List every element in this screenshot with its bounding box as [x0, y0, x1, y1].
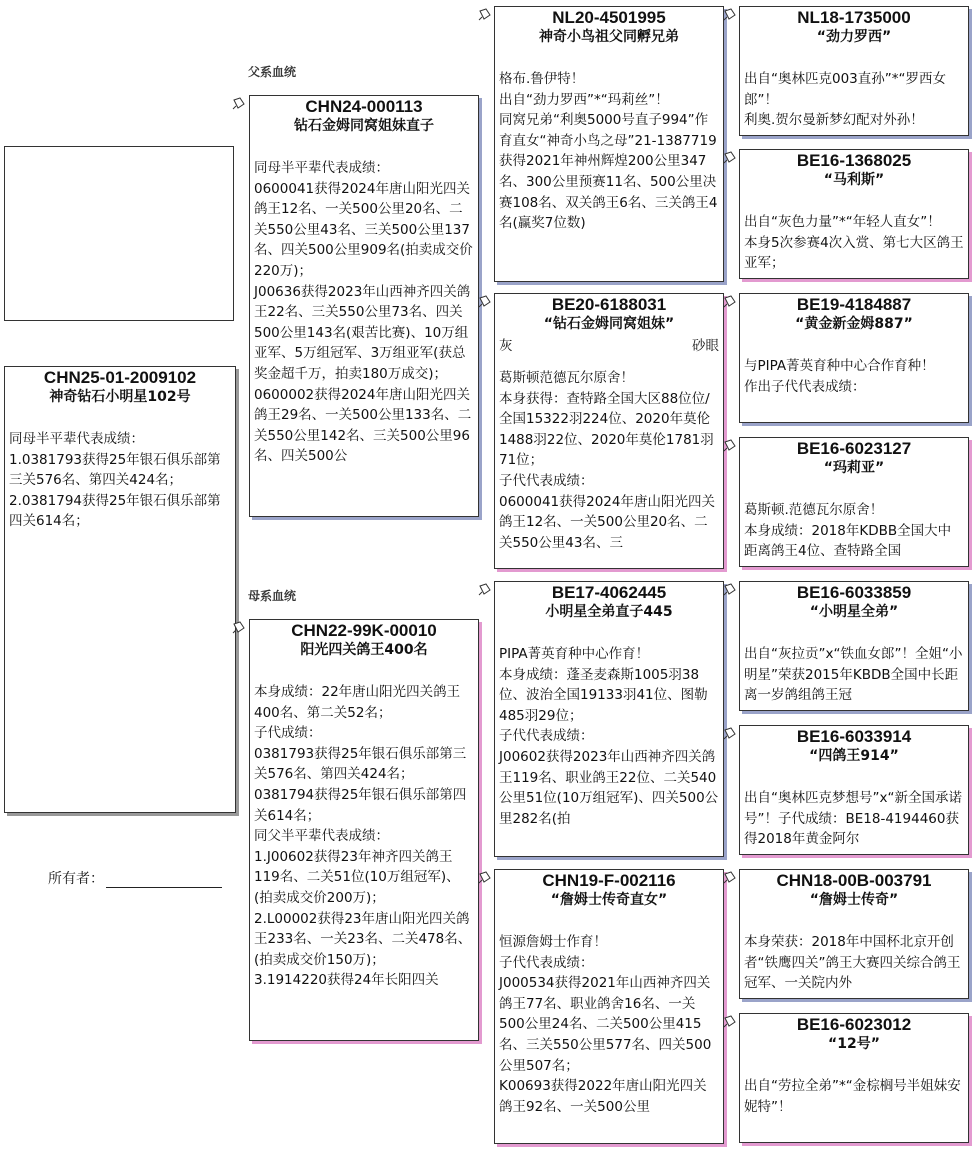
sds-name: “黄金新金姆887” [795, 316, 913, 332]
subject-name: 神奇钻石小明星102号 [49, 389, 191, 405]
pin-icon [723, 7, 737, 21]
sire-sire-dam-card [739, 149, 969, 279]
owner-field [48, 868, 222, 888]
pigeon-photo-frame [4, 146, 234, 321]
dam-sire-sire-card [739, 581, 969, 711]
dam-sire-description: PIPA菁英育种中心作育！ 本身成绩：蓬圣麦森斯1005羽38位、波治全国19133羽41位、图勒485羽29位； 子代代表成绩： J00602获得2023年山西神齐四关鸽王119名、职业鸽王22位、二关540公里51位(10万组冠军)、四关500公里282名(拍 [499, 646, 719, 827]
dds-name: “詹姆士传奇” [809, 892, 899, 908]
sire-line-label: 父系血统 [248, 65, 297, 79]
sss-name: “劲力罗西” [816, 29, 892, 45]
dam-dam-sire-card [739, 869, 969, 999]
sire-dam-color-row [495, 336, 723, 356]
dam-card [249, 619, 479, 1041]
sdd-description: 葛斯顿.范德瓦尔原舍！ 本身成绩：2018年KDBB全国大中距离鸽王4位、查特路全国 [744, 502, 952, 560]
pin-icon [723, 1014, 737, 1028]
ssd-name: “马利斯” [823, 172, 885, 188]
dsd-ring-number: BE16-6033914 [796, 727, 912, 746]
dam-description: 本身成绩：22年唐山阳光四关鸽王400名、第二关52名； 子代成绩： 0381793获得25年银石俱乐部第三关576名、第四关424名； 0381794获得25年银石俱乐部第四关614名； 同父半平辈代表成绩： 1.J00602获得23年神齐四关鸽王119名、二关51位(10万组冠军)、(拍卖成交价200万)； 2.L00002获得23年唐山阳光四关鸽王233名、一关23名、二关478名、(拍卖成交价150万)； 3.1914220获得24年长阳四关 [254, 684, 472, 989]
subject-pigeon-card [4, 366, 236, 813]
sire-description: 同母半平辈代表成绩： 0600041获得2024年唐山阳光四关鸽王12名、一关500公里20名、二关550公里43名、三关500公里137名、四关500公里909名(拍卖成交价220万)； J00636获得2023年山西神齐四关鸽王22名、三关550公里73名、四关500公里143名(艰苦比赛)、10万组亚军、5万组冠军、3万组亚军(获总奖金超千万，拍卖180万成交)； 0600002获得2024年唐山阳光四关鸽王29名、一关500公里133名、二关550公里142名、三关500公里96名、四关500公 [254, 160, 473, 465]
sire-card [249, 95, 479, 517]
pin-icon [478, 294, 492, 308]
pin-icon [232, 96, 246, 110]
sdd-name: “玛莉亚” [823, 460, 885, 476]
dds-description: 本身荣获：2018年中国杯北京开创者“铁鹰四关”鸽王大赛四关综合鸽王冠军、一关院内外 [744, 934, 961, 992]
dam-sire-ring-number: BE17-4062445 [551, 583, 667, 602]
dam-dam-dam-card [739, 1013, 969, 1143]
sds-ring-number: BE19-4184887 [796, 295, 912, 314]
dam-sire-name: 小明星全弟直子445 [545, 604, 673, 620]
sire-sire-description: 格布.鲁伊特！ 出自“劲力罗西”*“玛莉丝”！ 同窝兄弟“利奥5000号直子994”作育直女“神奇小鸟之母”21-1387719获得2021年神州辉煌200公里347名、300公里预赛11名、500公里决赛108名、双关鸽王6名、三关鸽王4名(赢奖7位数) [499, 71, 718, 232]
sire-sire-card [494, 6, 724, 282]
sire-dam-sire-card [739, 293, 969, 423]
pin-icon [723, 294, 737, 308]
owner-blank-line[interactable] [106, 873, 222, 888]
sire-sire-ring-number: NL20-4501995 [552, 8, 666, 27]
dsd-description: 出自“奥林匹克梦想号”x“新全国承诺号”！子代成绩：BE18-4194460获得2018年黄金阿尔 [744, 790, 962, 848]
sire-dam-description: 葛斯顿范德瓦尔原舍！ 本身获得：查特路全国大区88位位/全国15322羽224位、2020年莫伦1488羽22位、2020年莫伦1781羽71位； 子代代表成绩： 0600041获得2024年唐山阳光四关鸽王12名、一关500公里20名、二关550公里43名、三 [499, 370, 715, 551]
subject-ring-number: CHN25-01-2009102 [43, 368, 197, 387]
owner-label: 所有者： [48, 871, 104, 887]
plumage-color: 灰 [499, 338, 513, 354]
ddd-name: “12号” [828, 1036, 880, 1052]
dsd-name: “四鸽王914” [809, 748, 899, 764]
subject-description: 同母半平辈代表成绩： 1.0381793获得25年银石俱乐部第三关576名、第四关424名； 2.0381794获得25年银石俱乐部第四关614名； [9, 431, 221, 530]
dam-ring-number: CHN22-99K-00010 [291, 621, 437, 640]
dam-dam-description: 恒源詹姆士作育！ 子代代表成绩： J000534获得2021年山西神齐四关鸽王77名、职业鸽舍16名、一关500公里24名、二关500公里415名、三关550公里577名、四关500公里507名； K00693获得2022年唐山阳光四关鸽王92名、一关500公里 [499, 934, 712, 1115]
dss-name: “小明星全弟” [809, 604, 899, 620]
dam-dam-name: “詹姆士传奇直女” [550, 892, 668, 908]
pin-icon [723, 438, 737, 452]
sire-dam-dam-card [739, 437, 969, 567]
sss-ring-number: NL18-1735000 [797, 8, 911, 27]
pin-icon [232, 620, 246, 634]
sire-sire-name: 神奇小鸟祖父同孵兄弟 [539, 29, 679, 45]
dds-ring-number: CHN18-00B-003791 [776, 871, 932, 890]
sire-name: 钻石金姆同窝姐妹直子 [294, 118, 434, 134]
sire-dam-name: “钻石金姆同窝姐妹” [543, 316, 675, 332]
sire-dam-card [494, 293, 724, 569]
pin-icon [723, 870, 737, 884]
sds-description: 与PIPA菁英育种中心合作育种！ 作出子代代表成绩： [744, 358, 935, 395]
sdd-ring-number: BE16-6023127 [796, 439, 912, 458]
ddd-description: 出自“劳拉全弟”*“金棕榈号半姐妹安妮特”！ [744, 1078, 961, 1115]
sire-dam-ring-number: BE20-6188031 [551, 295, 667, 314]
dam-name: 阳光四关鸽王400名 [300, 642, 428, 658]
pin-icon [478, 582, 492, 596]
ddd-ring-number: BE16-6023012 [796, 1015, 912, 1034]
dss-description: 出自“灰拉贡”x“铁血女郎”！全姐“小明星”荣获2015年KBDB全国中长距离一岁鸽组鸽王冠 [744, 646, 963, 704]
pin-icon [723, 150, 737, 164]
dam-line-label: 母系血统 [248, 589, 297, 603]
pin-icon [478, 870, 492, 884]
pin-icon [723, 726, 737, 740]
dam-dam-card [494, 869, 724, 1144]
ssd-ring-number: BE16-1368025 [796, 151, 912, 170]
dam-sire-dam-card [739, 725, 969, 855]
dam-dam-ring-number: CHN19-F-002116 [542, 871, 676, 890]
sire-sire-sire-card [739, 6, 969, 136]
sss-description: 出自“奥林匹克003直孙”*“罗西女郎”！ 利奥.贺尔曼新梦幻配对外孙！ [744, 71, 946, 129]
sire-ring-number: CHN24-000113 [305, 97, 423, 116]
dss-ring-number: BE16-6033859 [796, 583, 912, 602]
pin-icon [723, 582, 737, 596]
eye-type: 砂眼 [692, 338, 719, 354]
dam-sire-card [494, 581, 724, 857]
pin-icon [478, 7, 492, 21]
ssd-description: 出自“灰色力量”*“年轻人直女”！ 本身5次参赛4次入赏、第七大区鸽王亚军； [744, 214, 964, 272]
